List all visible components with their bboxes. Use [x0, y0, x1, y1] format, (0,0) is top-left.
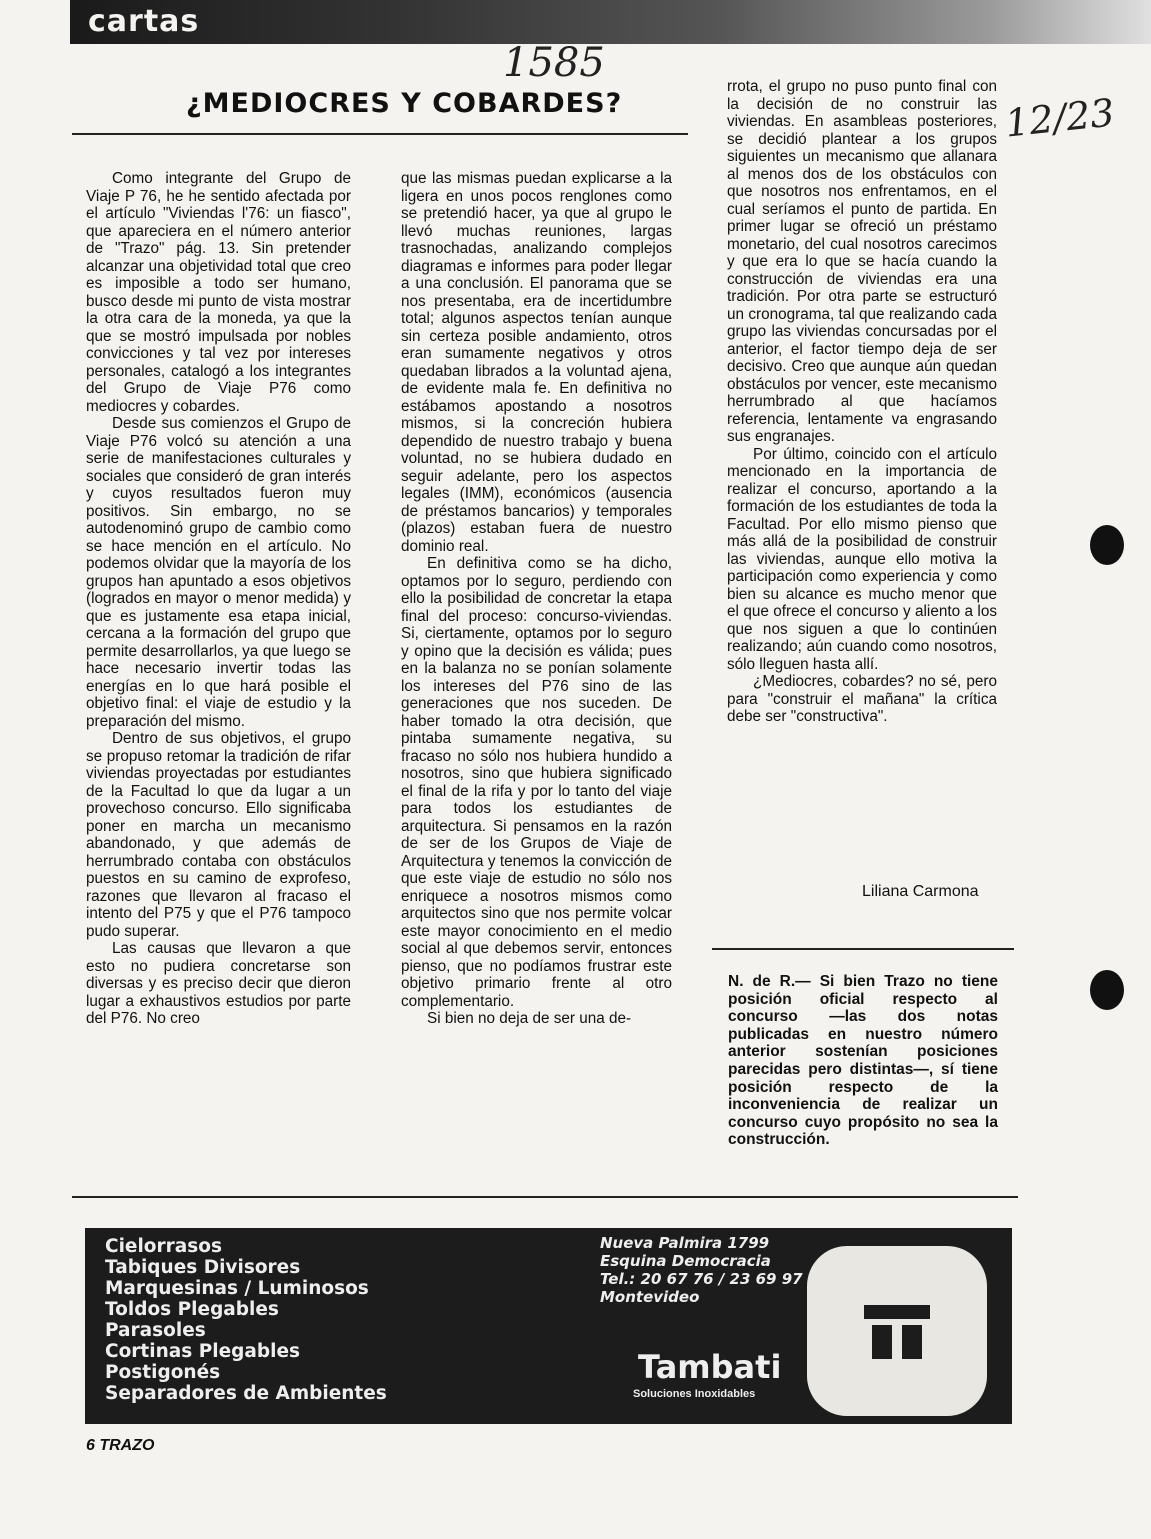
brand-name: Tambati	[638, 1348, 782, 1386]
address-line: Tel.: 20 67 76 / 23 69 97	[600, 1270, 803, 1288]
address-line: Montevideo	[600, 1288, 700, 1306]
advertisement	[85, 1228, 1012, 1424]
paragraph: ¿Mediocres, cobardes? no sé, pero para "construir el mañana" la crítica debe ser "constructiva".	[727, 673, 997, 725]
ad-address	[600, 1234, 803, 1306]
column-3	[727, 78, 997, 726]
editor-note: N. de R.— Si bien Trazo no tiene posición oficial respecto al concurso —las dos notas publicadas en nuestro número anterior sostenían posiciones parecidas pero distintas—, sí tiene posición respecto de la inconveniencia de realizar un concurso cuyo propósito no sea la construcción.	[728, 973, 998, 1149]
list-item: Toldos Plegables	[105, 1299, 279, 1320]
column-2	[401, 170, 672, 1028]
note-rule	[712, 948, 1014, 950]
list-item: Cortinas Plegables	[105, 1341, 301, 1362]
title-rule	[72, 133, 688, 135]
paragraph: Como integrante del Grupo de Viaje P 76, he he sentido afectada por el artículo "Viviendas l'76: un fiasco", que apareciera en el número anterior de "Trazo" pág. 13. Sin pretender alcanzar una objetividad total que creo es imposible a todo ser humano, busco desde mi punto de vista mostrar la otra cara de la moneda, ya que la que se mostró impulsada por nobles convicciones y tal vez por intereses personales, catalogó a los integrantes del Grupo de Viaje P76 como mediocres y cobardes.	[86, 170, 351, 415]
section-header-band	[70, 0, 1151, 44]
handwritten-number: 1585	[503, 40, 605, 86]
brand-logo	[807, 1246, 987, 1416]
brand-tagline: Soluciones Inoxidables	[633, 1388, 756, 1400]
page-footer: 6 TRAZO	[86, 1437, 155, 1454]
address-line: Esquina Democracia	[600, 1252, 771, 1270]
paragraph: Desde sus comienzos el Grupo de Viaje P76 volcó su atención a una serie de manifestaciones culturales y sociales que consideró de gran interés y cuyos resultados fueron muy positivos. Sin embargo, no se autodenominó grupo de cambio como se hace mención en el artículo. No podemos olvidar que la mayoría de los grupos han apuntado a esos objetivos (logrados en mayor o menor medida) y que es justamente esa etapa inicial, cercana a la formación del grupo que permite desarrollarlos, ya que luego se hace necesario invertir todas las energías en lo que hará posible el objetivo final: el viaje de estudio y la preparación del mismo.	[86, 415, 351, 730]
ad-rule	[72, 1196, 1018, 1198]
paragraph: que las mismas puedan explicarse a la ligera en unos pocos renglones como se pretendió hacer, ya que al grupo le llevó muchas reuniones, largas trasnochadas, analizando complejos diagramas e informes para poder llegar a una conclusión. El panorama que se nos presentaba, era de incertidumbre total; algunos aspectos tenían aunque sin certeza posible andamiento, otros eran sumamente negativos y otros quedaban librados a la voluntad ajena, de evidente mala fe. En definitiva no estábamos apostando a nosotros mismos, si la concreción hubiera dependido de nuestro trabajo y buena voluntad, no se hubiera dudado en seguir adelante, pero los aspectos legales (IMM), económicos (ausencia de préstamos bancarios) y temporales (plazos) estaban fuera de nuestro dominio real.	[401, 170, 672, 555]
column-1	[86, 170, 351, 1028]
section-label: cartas	[88, 4, 200, 39]
list-item: Tabiques Divisores	[105, 1257, 301, 1278]
list-item: Separadores de Ambientes	[105, 1383, 387, 1404]
ink-blot	[1090, 970, 1124, 1010]
handwritten-date: 12/23	[1003, 90, 1117, 146]
brand-logo-icon	[862, 1301, 932, 1361]
author-signature: Liliana Carmona	[862, 883, 979, 900]
paragraph: Dentro de sus objetivos, el grupo se propuso retomar la tradición de rifar viviendas proyectadas por estudiantes de la Facultad lo que da lugar a un provechoso concurso. Ello significaba poner en marcha un mecanismo abandonado, y que además de herrumbrado contaba con obstáculos puestos en su camino de exprofeso, razones que llevaron al fracaso el intento del P75 y que el P76 tampoco pudo superar.	[86, 730, 351, 940]
list-item: Parasoles	[105, 1320, 206, 1341]
paragraph: En definitiva como se ha dicho, optamos por lo seguro, perdiendo con ello la posibilidad de concretar la etapa final del proceso: concurso-viviendas. Si, ciertamente, optamos por lo seguro y opino que la decisión es válida; pues en la balanza no se ponían solamente los intereses del P76 sino de las generaciones que nos suceden. De haber tomado la otra decisión, que pintaba sumamente negativa, su fracaso no sólo nos hubiera hundido a nosotros, sino que hubiera significado el final de la rifa y por lo tanto del viaje para todos los estudiantes de arquitectura. Si pensamos en la razón de ser de los Grupos de Viaje de Arquitectura y tenemos la convicción de que este viaje de estudio no sólo nos enriquece a nosotros mismos como arquitectos sino que nos permite volcar este mayor conocimiento en el medio social al que debemos servir, entonces pienso, que no podíamos frustrar este objetivo primario frente al otro complementario.	[401, 555, 672, 1010]
ink-blot	[1090, 525, 1124, 565]
list-item: Postigonés	[105, 1362, 221, 1383]
ad-services-list	[105, 1236, 387, 1404]
address-line: Nueva Palmira 1799	[600, 1234, 770, 1252]
list-item: Marquesinas / Luminosos	[105, 1278, 369, 1299]
paragraph: Las causas que llevaron a que esto no pudiera concretarse son diversas y es preciso decir que dieron lugar a exhaustivos estudios por parte del P76. No creo	[86, 940, 351, 1027]
article-title: ¿MEDIOCRES Y COBARDES?	[186, 88, 623, 119]
paragraph: Por último, coincido con el artículo mencionado en la importancia de realizar el concurso, aportando a la formación de los estudiantes de toda la Facultad. Por ello mismo pienso que más allá de la posibilidad de construir las viviendas, aunque ello motiva la participación como experiencia y como bien su alcance es mucho menor que el que ofrece el concurso y aliento a los que nos siguen a que lo continúen realizando; aún cuando como nosotros, sólo lleguen hasta allí.	[727, 445, 997, 673]
list-item: Cielorrasos	[105, 1236, 222, 1257]
paragraph: Si bien no deja de ser una de-	[427, 1010, 632, 1027]
paragraph: rrota, el grupo no puso punto final con la decisión de no construir las viviendas. En asambleas posteriores, se decidió plantear a los grupos siguientes un mecanismo que allanara al menos dos de los obstáculos con que nosotros nos enfrentamos, en el cual seríamos el punto de partida. En primer lugar se ofreció un préstamo monetario, del cual nosotros carecimos y que era lo que se hacía cuando la construcción de viviendas era una tradición. Por otra parte se estructuró un cronograma, tal que realizando cada grupo las viviendas concursadas por el anterior, el factor tiempo deja de ser decisivo. Creo que aunque aún quedan obstáculos por vencer, este mecanismo herrumbrado al que hacíamos referencia, lentamente va engrasando sus engranajes.	[727, 78, 997, 445]
